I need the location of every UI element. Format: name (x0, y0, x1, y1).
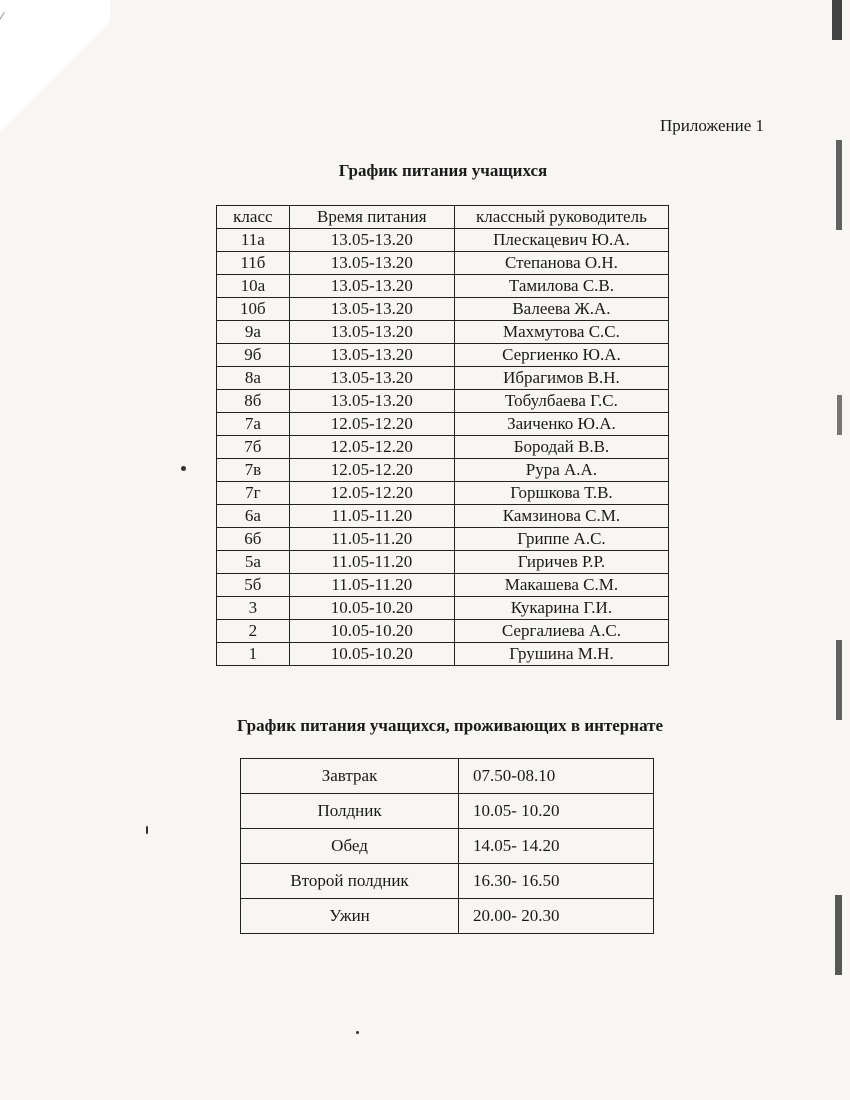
cell-class-teacher: Рура А.А. (454, 459, 668, 482)
cell-class-teacher: Заиченко Ю.А. (454, 413, 668, 436)
cell-class-teacher: Бородай В.В. (454, 436, 668, 459)
cell-meal-time: 12.05-12.20 (289, 482, 454, 505)
cell-class: 7г (217, 482, 290, 505)
table-row (217, 390, 669, 413)
cell-meal-time: 13.05-13.20 (289, 344, 454, 367)
table-row (217, 252, 669, 275)
scan-edge-mark (836, 640, 842, 720)
table-row (217, 321, 669, 344)
cell-class: 10б (217, 298, 290, 321)
scan-edge-mark (836, 140, 842, 230)
cell-class-teacher: Кукарина Г.И. (454, 597, 668, 620)
cell-class: 10а (217, 275, 290, 298)
cell-class-teacher: Горшкова Т.В. (454, 482, 668, 505)
cell-meal-time: 13.05-13.20 (289, 275, 454, 298)
appendix-label: Приложение 1 (660, 116, 764, 135)
table-row (241, 864, 654, 899)
table-row (217, 344, 669, 367)
table-row (217, 275, 669, 298)
cell-meal: Обед (241, 829, 459, 864)
cell-meal-time: 11.05-11.20 (289, 551, 454, 574)
cell-class: 7а (217, 413, 290, 436)
cell-meal-time: 10.05-10.20 (289, 643, 454, 666)
scan-edge-mark (832, 0, 842, 40)
table-row (217, 298, 669, 321)
cell-class-teacher: Сергалиева А.С. (454, 620, 668, 643)
cell-class-teacher: Грушина М.Н. (454, 643, 668, 666)
cell-class: 5а (217, 551, 290, 574)
table-row (217, 505, 669, 528)
cell-class: 11а (217, 229, 290, 252)
cell-class: 9а (217, 321, 290, 344)
cell-class: 9б (217, 344, 290, 367)
table-row (217, 597, 669, 620)
header-class-teacher: классный руководитель (454, 206, 668, 229)
cell-meal-time: 13.05-13.20 (289, 321, 454, 344)
cell-meal-time: 11.05-11.20 (289, 505, 454, 528)
scan-speck (146, 826, 148, 834)
cell-class: 7б (217, 436, 290, 459)
table-row (241, 899, 654, 934)
schedule-title: График питания учащихся (338, 161, 548, 180)
cell-class: 2 (217, 620, 290, 643)
boarding-schedule-table (240, 758, 654, 934)
cell-class: 8а (217, 367, 290, 390)
cell-class: 7в (217, 459, 290, 482)
table-row (241, 794, 654, 829)
scan-edge-mark (835, 895, 842, 975)
cell-class-teacher: Плескацевич Ю.А. (454, 229, 668, 252)
table-row (217, 574, 669, 597)
table-row (217, 436, 669, 459)
table-row (217, 229, 669, 252)
cell-class-teacher: Макашева С.М. (454, 574, 668, 597)
scan-speck (356, 1031, 359, 1034)
header-meal-time: Время питания (289, 206, 454, 229)
cell-meal-time: 10.05- 10.20 (459, 794, 654, 829)
cell-class-teacher: Валеева Ж.А. (454, 298, 668, 321)
cell-class-teacher: Камзинова С.М. (454, 505, 668, 528)
cell-meal-time: 10.05-10.20 (289, 620, 454, 643)
table-row (217, 367, 669, 390)
cell-meal-time: 11.05-11.20 (289, 528, 454, 551)
cell-meal: Второй полдник (241, 864, 459, 899)
table-row (241, 829, 654, 864)
cell-class-teacher: Сергиенко Ю.А. (454, 344, 668, 367)
cell-meal-time: 13.05-13.20 (289, 390, 454, 413)
table-row (217, 528, 669, 551)
cell-class: 5б (217, 574, 290, 597)
header-class: класс (217, 206, 290, 229)
cell-class-teacher: Тамилова С.В. (454, 275, 668, 298)
cell-meal: Полдник (241, 794, 459, 829)
table-row (217, 413, 669, 436)
scan-speck (181, 466, 186, 471)
table-row (217, 459, 669, 482)
cell-class: 6б (217, 528, 290, 551)
table-row (217, 620, 669, 643)
table-row (241, 759, 654, 794)
cell-meal-time: 12.05-12.20 (289, 413, 454, 436)
cell-meal-time: 07.50-08.10 (459, 759, 654, 794)
cell-class-teacher: Ибрагимов В.Н. (454, 367, 668, 390)
cell-class-teacher: Степанова О.Н. (454, 252, 668, 275)
cell-class-teacher: Гиричев Р.Р. (454, 551, 668, 574)
cell-meal: Завтрак (241, 759, 459, 794)
cell-meal-time: 16.30- 16.50 (459, 864, 654, 899)
cell-class: 11б (217, 252, 290, 275)
class-schedule-table (216, 205, 669, 666)
cell-class: 1 (217, 643, 290, 666)
cell-meal-time: 11.05-11.20 (289, 574, 454, 597)
cell-meal-time: 12.05-12.20 (289, 459, 454, 482)
boarding-schedule-title: График питания учащихся, проживающих в интернате (236, 716, 664, 735)
folded-corner (0, 0, 110, 160)
cell-class: 3 (217, 597, 290, 620)
table-row (217, 482, 669, 505)
cell-meal-time: 12.05-12.20 (289, 436, 454, 459)
table-row (217, 643, 669, 666)
cell-meal-time: 20.00- 20.30 (459, 899, 654, 934)
cell-class-teacher: Гриппе А.С. (454, 528, 668, 551)
cell-class-teacher: Махмутова С.С. (454, 321, 668, 344)
table-header-row (217, 206, 669, 229)
cell-class: 6а (217, 505, 290, 528)
cell-meal-time: 10.05-10.20 (289, 597, 454, 620)
cell-meal-time: 13.05-13.20 (289, 229, 454, 252)
scan-edge-mark (837, 395, 842, 435)
cell-meal-time: 13.05-13.20 (289, 252, 454, 275)
cell-meal-time: 13.05-13.20 (289, 367, 454, 390)
table-row (217, 551, 669, 574)
cell-class: 8б (217, 390, 290, 413)
cell-meal-time: 13.05-13.20 (289, 298, 454, 321)
cell-class-teacher: Тобулбаева Г.С. (454, 390, 668, 413)
cell-meal: Ужин (241, 899, 459, 934)
cell-meal-time: 14.05- 14.20 (459, 829, 654, 864)
